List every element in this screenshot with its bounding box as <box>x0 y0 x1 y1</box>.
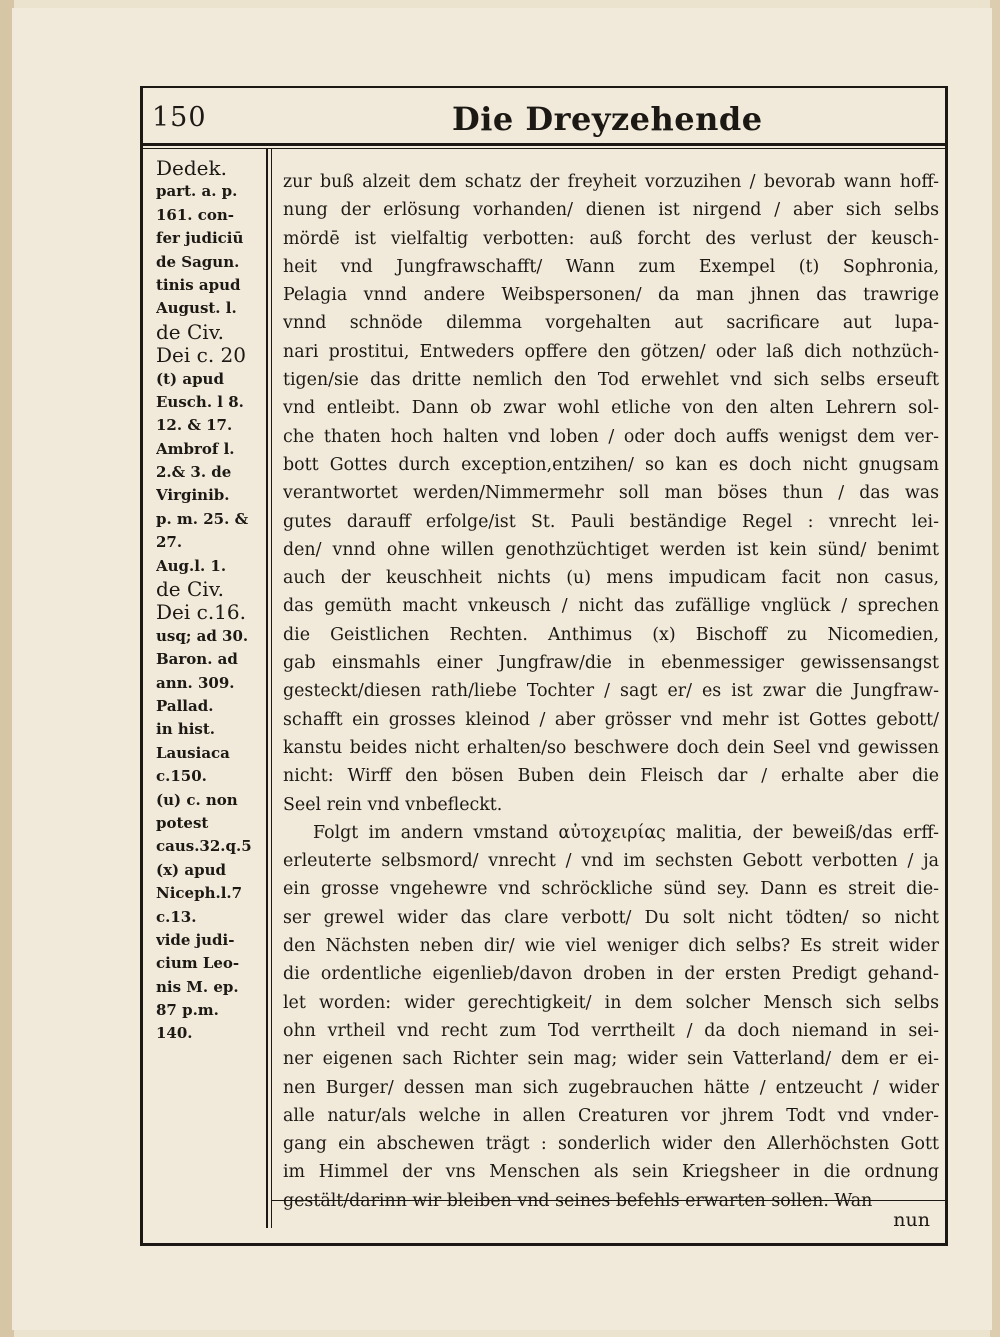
margin-note-line: part. a. p. <box>156 182 238 201</box>
body-text-line: die ordentliche eigenlieb/davon droben in der ersten Predigt gehand- <box>283 964 939 985</box>
margin-note-line: Baron. ad <box>156 650 238 669</box>
body-text-line: vnnd schnöde dilemma vorgehalten aut sacrificare aut lupa- <box>283 313 939 334</box>
body-text-line: tigen/sie das dritte nemlich den Tod erwehlet vnd sich selbs erseuft <box>283 370 939 391</box>
frame-right-rule <box>945 86 948 1246</box>
margin-note-line: 87 p.m. <box>156 1001 219 1020</box>
margin-note-line: August. l. <box>156 299 237 318</box>
margin-notes-column <box>156 157 262 1046</box>
body-text-line: auch der keuschheit nichts (u) mens impudicam facit non casus, <box>283 568 939 589</box>
frame-left-rule <box>140 86 143 1246</box>
margin-note-line: de Civ. <box>156 320 224 344</box>
body-text-line: verantwortet werden/Nimmermehr soll man böses thun / das was <box>283 483 939 504</box>
margin-note-line: Dedek. <box>156 157 227 180</box>
body-text-line: ein grosse vngehewre vnd schröckliche sünd sey. Dann es streit die- <box>283 879 939 900</box>
margin-note-line: nis M. ep. <box>156 977 239 996</box>
margin-note-line: potest <box>156 813 209 832</box>
margin-note-line: caus.32.q.5 <box>156 837 252 856</box>
body-text-line: nen Burger/ dessen man sich zugebrauchen hätte / entzeucht / wider <box>283 1077 939 1098</box>
margin-note-line: usq; ad 30. <box>156 626 249 645</box>
body-text-line: ohn vrtheil vnd recht zum Tod verrtheilt / da doch niemand in sei- <box>283 1020 939 1041</box>
body-text-line: schafft ein grosses kleinod / aber grösser vnd mehr ist Gottes gebott/ <box>283 709 939 730</box>
catchword: nun <box>893 1209 930 1231</box>
body-text-line: das gemüth macht vnkeusch / nicht das zufällige vnglück / sprechen <box>283 596 939 617</box>
body-text-line: zur buß alzeit dem schatz der freyheit vorzuzihen / bevorab wann hoff- <box>283 172 939 192</box>
body-text-line: den/ vnnd ohne willen genothzüchtiget werden ist kein sünd/ benimt <box>283 539 939 560</box>
body-text-line: den Nächsten neben dir/ wie viel weniger dich selbs? Es streit wider <box>283 936 939 957</box>
margin-note-line: cium Leo- <box>156 954 240 973</box>
body-text-line: ner eigenen sach Richter sein mag; wider sein Vatterland/ dem er ei- <box>283 1049 939 1070</box>
margin-note-line: fer judiciū <box>156 229 244 248</box>
margin-note-line: (t) apud <box>156 369 224 388</box>
footer-rule <box>140 1243 948 1246</box>
margin-note-line: 140. <box>156 1024 193 1043</box>
body-text-line: heit vnd Jungfrawschafft/ Wann zum Exempel (t) Sophronia, <box>283 256 939 277</box>
body-text-line: Pelagia vnnd andere Weibspersonen/ da man jhnen das trawrige <box>283 285 939 306</box>
body-text-line: che thaten hoch halten vnd loben / oder doch auffs wenigst dem ver- <box>283 426 939 447</box>
margin-note-line: (x) apud <box>156 860 226 879</box>
frame-top-rule <box>140 86 948 88</box>
body-text-line: Folgt im andern vmstand αὐτοχειρίας malitia, der beweiß/das erff- <box>313 822 939 843</box>
body-text-line: erleuterte selbsmord/ vnrecht / vnd im sechsten Gebott verbotten / ja <box>283 851 939 872</box>
body-text-line: vnd entleibt. Dann ob zwar wohl etliche von den alten Lehrern sol- <box>283 398 939 419</box>
margin-note-line: 27. <box>156 533 183 552</box>
margin-note-line: ann. 309. <box>156 673 235 692</box>
margin-note-line: Lausiaca <box>156 743 230 762</box>
body-text-line: mördē ist vielfaltig verbotten: auß forcht des verlust der keusch- <box>283 228 939 249</box>
margin-note-line: Dei c.16. <box>156 601 246 625</box>
margin-note-line: p. m. 25. & <box>156 509 249 528</box>
body-text-line: alle natur/als welche in allen Creaturen vor jhrem Todt vnd vnder- <box>283 1105 939 1126</box>
margin-note-line: c.150. <box>156 767 207 786</box>
body-text-line: nari prostitui, Entweders opffere den götzen/ oder laß dich nothzüch- <box>283 341 939 362</box>
column-divider <box>266 148 268 1228</box>
body-text-line: gang ein abschewen trägt : sonderlich wider den Allerhöchsten Gott <box>283 1134 939 1155</box>
running-title: Die Dreyzehende <box>452 100 763 138</box>
body-text-line: im Himmel der vns Menschen als sein Kriegsheer in die ordnung <box>283 1162 939 1183</box>
body-text-line: ser grewel wider das clare verbott/ Du solt nicht tödten/ so nicht <box>283 907 939 928</box>
page-number: 150 <box>152 102 207 133</box>
margin-note-line: in hist. <box>156 720 216 739</box>
body-text-line: gutes darauff erfolge/ist St. Pauli beständige Regel : vnrecht lei- <box>283 511 939 532</box>
margin-note-line: Dei c. 20 <box>156 344 246 368</box>
body-text-line: nicht: Wirff den bösen Buben dein Fleisch dar / erhalte aber die <box>283 766 939 787</box>
margin-note-line: Aug.l. 1. <box>156 556 227 575</box>
body-text-line: let worden: wider gerechtigkeit/ in dem solcher Mensch sich selbs <box>283 992 939 1013</box>
body-text-line: bott Gottes durch exception,entzihen/ so kan es doch nicht gnugsam <box>283 454 939 475</box>
margin-note-line: c.13. <box>156 907 197 926</box>
body-text-line: kanstu beides nicht erhalten/so beschwere doch dein Seel vnd gewissen <box>283 737 939 758</box>
margin-note-line: (u) c. non <box>156 790 238 809</box>
header-rule-thin <box>140 148 948 149</box>
body-text-line: nung der erlösung vorhanden/ dienen ist nirgend / aber sich selbs <box>283 200 939 221</box>
margin-note-line: 2.& 3. de <box>156 463 232 482</box>
margin-note-line: vide judi- <box>156 930 235 949</box>
margin-note-line: de Civ. <box>156 578 224 602</box>
body-text-line: gesteckt/diesen rath/liebe Tochter / sagt er/ es ist zwar die Jungfraw- <box>283 681 939 702</box>
margin-note-line: Niceph.l.7 <box>156 884 243 903</box>
margin-note-line: 161. con- <box>156 205 235 224</box>
body-text-line: Seel rein vnd vnbefleckt. <box>283 794 503 815</box>
margin-note-line: de Sagun. <box>156 252 240 271</box>
margin-note-line: Ambrof l. <box>156 439 235 458</box>
body-text-line: die Geistlichen Rechten. Anthimus (x) Bischoff zu Nicomedien, <box>283 624 939 645</box>
margin-note-line: Virginib. <box>156 486 230 505</box>
margin-note-line: Pallad. <box>156 696 214 715</box>
margin-note-line: 12. & 17. <box>156 416 233 435</box>
header-rule <box>140 143 948 146</box>
body-text-line: gestält/darinn wir bleiben vnd seines befehls erwarten sollen. Wan <box>283 1190 873 1211</box>
main-text-column <box>283 168 939 1215</box>
margin-note-line: tinis apud <box>156 275 241 294</box>
margin-note-line: Eusch. l 8. <box>156 392 244 411</box>
column-divider-inner <box>271 148 272 1228</box>
body-text-line: gab einsmahls einer Jungfraw/die in ebenmessiger gewissensangst <box>283 653 939 674</box>
